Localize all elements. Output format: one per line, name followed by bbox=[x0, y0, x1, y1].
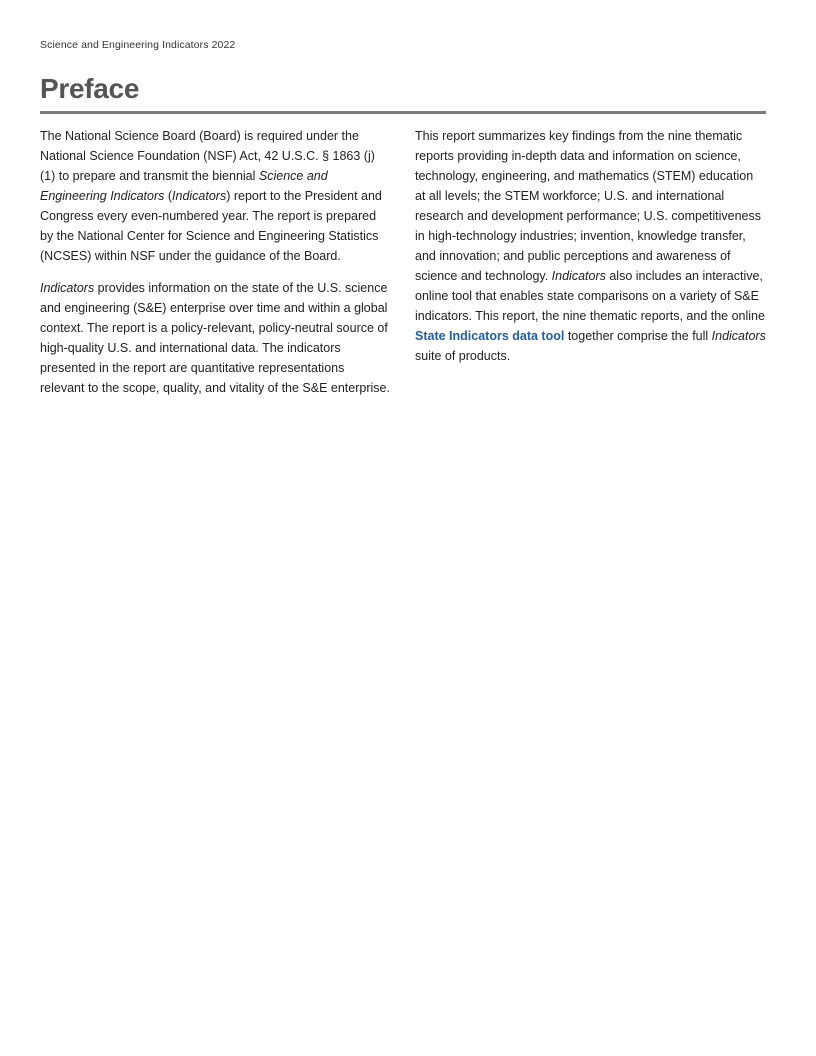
indicators-italic: Indicators bbox=[711, 329, 766, 343]
state-indicators-data-tool-link[interactable]: State Indicators data tool bbox=[415, 329, 565, 343]
title-rule bbox=[40, 111, 766, 114]
left-column bbox=[40, 126, 390, 410]
paragraph-2 bbox=[40, 278, 390, 398]
paragraph-3-text-b: also includes an interactive, online tool that enables state comparisons on a variety of S&E indicators. This report, the nine thematic reports, and the online bbox=[415, 269, 765, 323]
paragraph-3-text-a: This report summarizes key findings from the nine thematic reports providing in-depth data and information on science, technology, engineering, and mathematics (STEM) education at all levels; the STEM workforce; U.S. and international research and development performance; U.S. competitiveness in high-technology industries; invention, knowledge transfer, and innovation; and public perceptions and awareness of science and technology. bbox=[415, 129, 762, 283]
paragraph-1-text-a: The National Science Board (Board) is required under the National Science Foundation (NSF) Act, 42 U.S.C. § 1863 (j)(1) to prepare and transmit the biennial bbox=[40, 129, 375, 183]
paragraph-1 bbox=[40, 126, 390, 266]
page-title: Preface bbox=[40, 73, 140, 104]
indicators-italic: Indicators bbox=[172, 189, 227, 203]
indicators-italic: Indicators bbox=[40, 281, 95, 295]
paragraph-3-text-c: together comprise the full bbox=[564, 329, 712, 343]
paragraph-2-text: provides information on the state of the U.S. science and engineering (S&E) enterprise over time and within a global context. The report is a policy-relevant, policy-neutral source of high-quality U.S. and international data. The indicators presented in the report are quantitative representations relevant to the scope, quality, and vitality of the S&E enterprise. bbox=[40, 281, 390, 395]
paragraph-3 bbox=[415, 126, 767, 366]
paragraph-1-text-c: ) report to the President and Congress every even-numbered year. The report is prepared by the National Center for Science and Engineering Statistics (NCSES) within NSF under the guidance of the Board. bbox=[40, 189, 382, 263]
running-header: Science and Engineering Indicators 2022 bbox=[40, 39, 236, 51]
paragraph-3-text-d: suite of products. bbox=[415, 349, 511, 363]
right-column bbox=[415, 126, 767, 378]
paragraph-1-text-b: ( bbox=[164, 189, 173, 203]
indicators-italic: Indicators bbox=[551, 269, 606, 283]
report-title-italic: Science and Engineering Indicators bbox=[40, 169, 328, 203]
